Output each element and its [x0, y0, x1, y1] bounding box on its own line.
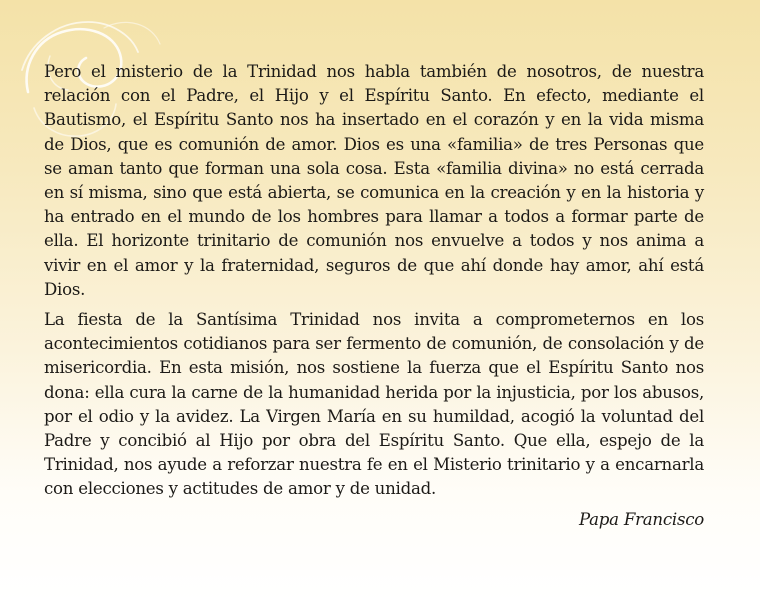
author-signature: Papa Francisco	[578, 509, 704, 529]
reflection-text	[44, 60, 704, 532]
paragraph-1: Pero el misterio de la Trinidad nos habla también de nosotros, de nuestra relación con el Padre, el Hijo y el Espíritu Santo. En efecto, mediante el Bautismo, el Espíritu Santo nos ha insertado en el corazón y en la vida misma de Dios, que es comunión de amor. Dios es una «familia» de tres Personas que se aman tanto que forman una sola cosa. Esta «familia divina» no está cerrada en sí misma, sino que está abierta, se comunica en la creación y en la historia y ha entrado en el mundo de los hombres para llamar a todos a formar parte de ella. El horizonte trinitario de comunión nos envuelve a todos y nos anima a vivir en el amor y la fraternidad, seguros de que ahí donde hay amor, ahí está Dios.	[44, 62, 704, 299]
paragraph-2: La fiesta de la Santísima Trinidad nos invita a comprometernos en los acontecimientos cotidianos para ser fermento de comunión, de consolación y de misericordia. En esta misión, nos sostiene la fuerza que el Espíritu Santo nos dona: ella cura la carne de la humanidad herida por la injusticia, por los abusos, por el odio y la avidez. La Virgen María en su humildad, acogió la voluntad del Padre y concibió al Hijo por obra del Espíritu Santo. Que ella, espejo de la Trinidad, nos ayude a reforzar nuestra fe en el Misterio trinitario y a encarnarla con elecciones y actitudes de amor y de unidad.	[44, 310, 704, 499]
